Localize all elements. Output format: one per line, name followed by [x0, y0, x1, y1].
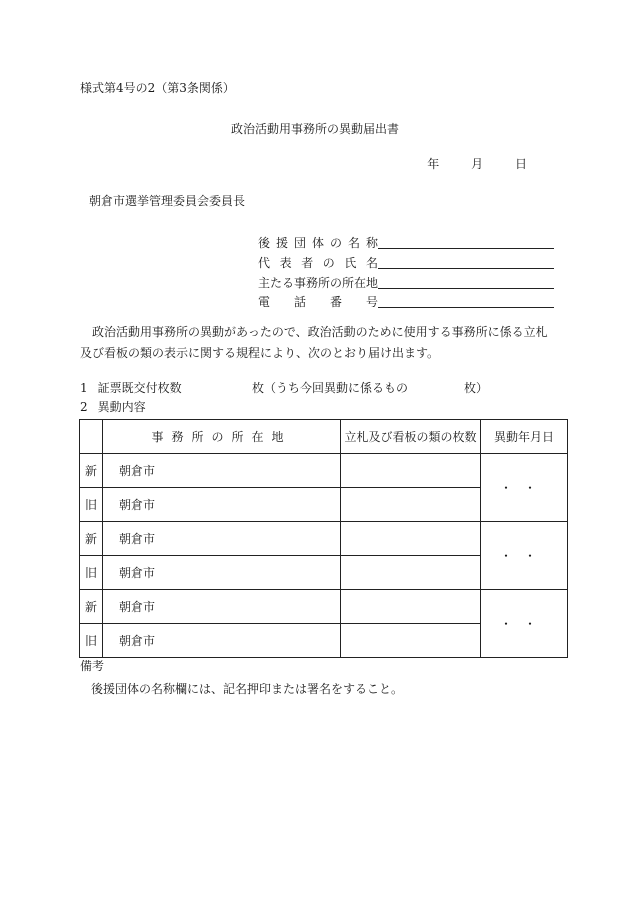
field-label: 後援団体の名称	[258, 236, 378, 250]
change-details-table	[79, 419, 568, 658]
row-flag: 新	[80, 522, 103, 556]
row-sign-count[interactable]	[341, 624, 481, 658]
field-label: 代表者の氏名	[258, 255, 378, 270]
table-header-date: 異動年月日	[481, 420, 568, 454]
addressee: 朝倉市選挙管理委員会委員長	[89, 194, 246, 208]
item-number: 2	[80, 400, 88, 414]
representative-blank[interactable]	[378, 256, 554, 269]
item-label: 異動内容	[97, 400, 146, 414]
phone-blank[interactable]	[378, 295, 554, 308]
date-day: 日	[514, 157, 527, 171]
field-office-address	[258, 271, 554, 289]
item-issued-count	[80, 381, 489, 395]
table-header-count: 立札及び看板の類の枚数	[341, 420, 481, 454]
field-representative	[258, 251, 554, 269]
table-row	[80, 454, 568, 488]
table-row	[80, 522, 568, 556]
submission-date	[399, 158, 527, 170]
office-address-blank[interactable]	[378, 276, 554, 289]
table-header-address: 事務所の所在地	[103, 420, 341, 454]
applicant-fields	[258, 231, 554, 310]
row-flag: 旧	[80, 488, 103, 522]
row-sign-count[interactable]	[341, 454, 481, 488]
row-address[interactable]: 朝倉市	[103, 624, 341, 658]
row-sign-count[interactable]	[341, 590, 481, 624]
body-text: 政治活動用事務所の異動があったので、政治活動のために使用する事務所に係る立札及び看板の類の表示に関する規程により、次のとおり届け出ます。	[80, 325, 548, 360]
row-address[interactable]: 朝倉市	[103, 522, 341, 556]
row-flag: 新	[80, 454, 103, 488]
date-year: 年	[427, 157, 440, 171]
row-change-date[interactable]: ・・	[481, 454, 568, 522]
item-unit: 枚（うち今回異動に係るもの	[252, 381, 409, 395]
row-address[interactable]: 朝倉市	[103, 590, 341, 624]
field-group-name	[258, 231, 554, 249]
group-name-blank[interactable]	[378, 236, 554, 249]
row-sign-count[interactable]	[341, 522, 481, 556]
row-address[interactable]: 朝倉市	[103, 556, 341, 590]
row-change-date[interactable]: ・・	[481, 590, 568, 658]
row-change-date[interactable]: ・・	[481, 522, 568, 590]
row-sign-count[interactable]	[341, 488, 481, 522]
item-unit: 枚）	[464, 381, 489, 395]
notes-text: 後援団体の名称欄には、記名押印または署名をすること。	[91, 682, 404, 696]
field-label: 電話番号	[258, 295, 378, 310]
row-address[interactable]: 朝倉市	[103, 454, 341, 488]
row-flag: 新	[80, 590, 103, 624]
field-phone	[258, 290, 554, 308]
form-number: 様式第4号の2（第3条関係）	[80, 81, 235, 95]
row-sign-count[interactable]	[341, 556, 481, 590]
row-address[interactable]: 朝倉市	[103, 488, 341, 522]
item-change-details	[80, 401, 146, 413]
table-header-flag	[80, 420, 103, 454]
row-flag: 旧	[80, 624, 103, 658]
document-title: 政治活動用事務所の異動届出書	[230, 122, 399, 136]
notes-heading: 備考	[80, 659, 105, 673]
date-month: 月	[471, 157, 484, 171]
row-flag: 旧	[80, 556, 103, 590]
table-header-row	[80, 420, 568, 454]
field-label: 主たる事務所の所在地	[258, 275, 379, 290]
table-row	[80, 590, 568, 624]
item-number: 1	[80, 381, 88, 395]
item-label: 証票既交付枚数	[97, 381, 182, 395]
